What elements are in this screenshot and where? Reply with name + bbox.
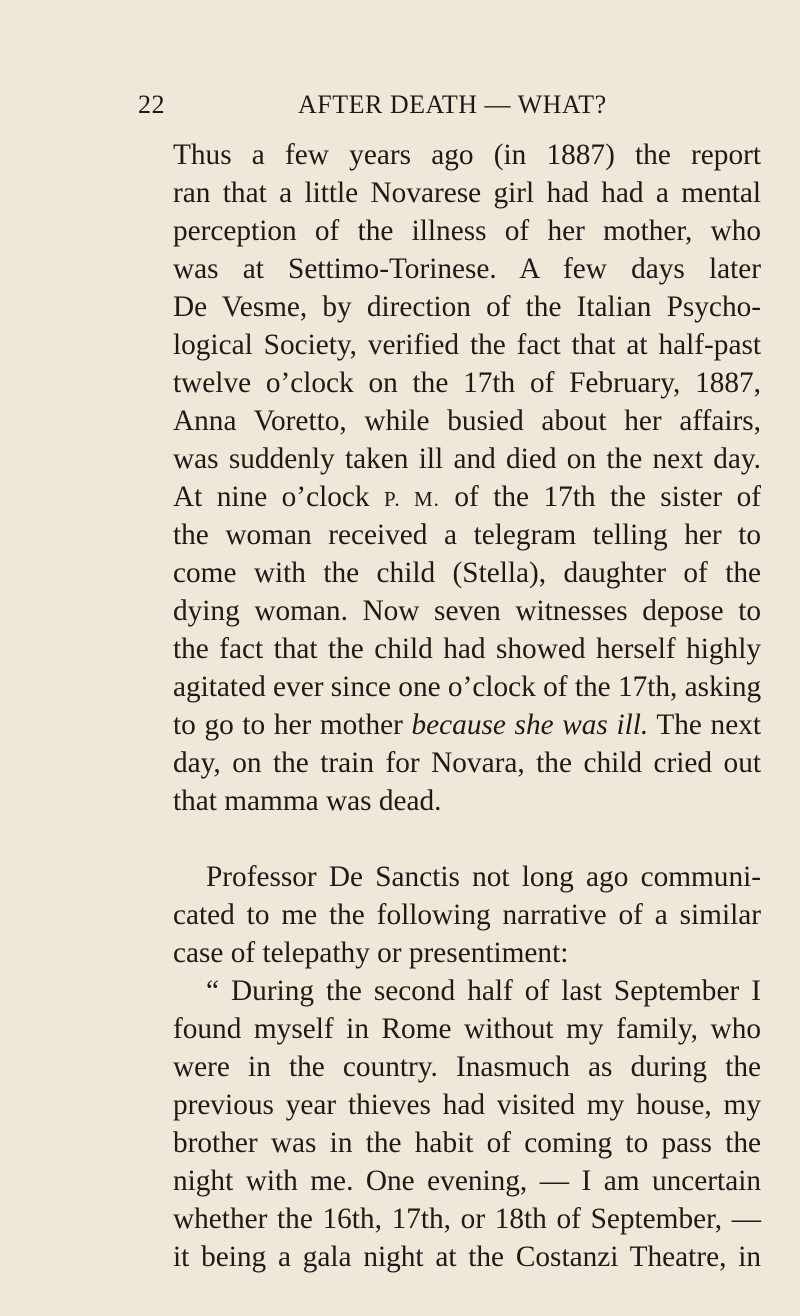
text-line: Professor De Sanctis not long ago communi- bbox=[206, 861, 761, 893]
text-line: to go to her mother because she was ill. The next bbox=[173, 709, 761, 741]
text-line: logical Society, verified the fact that at half-past bbox=[173, 329, 761, 361]
text-line: De Vesme, by direction of the Italian Psycho- bbox=[173, 291, 761, 323]
page-header bbox=[138, 90, 760, 130]
text-line: the fact that the child had showed herself highly bbox=[173, 633, 761, 665]
text-line: whether the 16th, 17th, or 18th of September, — bbox=[173, 1203, 761, 1235]
text-line: Thus a few years ago (in 1887) the report bbox=[173, 139, 761, 171]
text-line: cated to me the following narrative of a similar bbox=[173, 899, 761, 931]
text-line: found myself in Rome without my family, who bbox=[173, 1013, 761, 1045]
text-line: come with the child (Stella), daughter of the bbox=[173, 557, 761, 589]
text-line: perception of the illness of her mother, who bbox=[173, 215, 761, 247]
text-line: previous year thieves had visited my house, my bbox=[173, 1089, 761, 1121]
italic-text: because she was ill. bbox=[411, 709, 649, 741]
text-line: Anna Voretto, while busied about her affairs, bbox=[173, 405, 761, 437]
text-line: case of telepathy or presentiment: bbox=[173, 937, 569, 969]
text-line: night with me. One evening, — I am uncertain bbox=[173, 1165, 761, 1197]
small-caps-text: P. M. bbox=[383, 487, 440, 511]
text-line: dying woman. Now seven witnesses depose to bbox=[173, 595, 761, 627]
text-line: was at Settimo-Torinese. A few days later bbox=[173, 253, 761, 285]
text-line: “ During the second half of last September I bbox=[206, 975, 761, 1007]
text-line: that mamma was dead. bbox=[173, 785, 442, 817]
text-line: twelve o’clock on the 17th of February, 1887, bbox=[173, 367, 761, 399]
text-line: day, on the train for Novara, the child cried out bbox=[173, 747, 761, 779]
text-line: ran that a little Novarese girl had had a mental bbox=[173, 177, 761, 209]
text-line: the woman received a telegram telling her to bbox=[173, 519, 761, 551]
page-number: 22 bbox=[138, 90, 165, 119]
running-title: AFTER DEATH — WHAT? bbox=[298, 90, 607, 119]
text-line: were in the country. Inasmuch as during the bbox=[173, 1051, 761, 1083]
text-line: brother was in the habit of coming to pass the bbox=[173, 1127, 761, 1159]
text-line: it being a gala night at the Costanzi Theatre, in bbox=[173, 1241, 761, 1273]
text-line: agitated ever since one o’clock of the 17th, asking bbox=[173, 671, 762, 703]
text-line: At nine o’clock P. M. of the 17th the sister of bbox=[173, 481, 762, 513]
text-line: was suddenly taken ill and died on the next day. bbox=[173, 443, 761, 475]
